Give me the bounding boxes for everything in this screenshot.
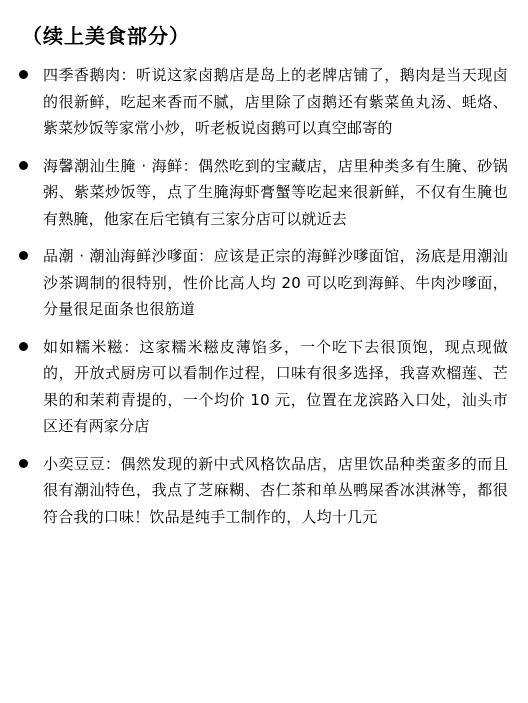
- list-item-text: 四季香鹅肉：听说这家卤鹅店是岛上的老牌店铺了，鹅肉是当天现卤的很新鲜，吃起来香而不腻，店里除了卤鹅还有紫菜鱼丸汤、蚝烙、紫菜炒饭等家常小炒，听老板说卤鹅可以真空邮寄的: [43, 66, 508, 137]
- bullet-icon: [19, 342, 28, 351]
- food-list: [0, 62, 528, 541]
- bullet-icon: [19, 70, 28, 79]
- list-item: [0, 334, 528, 440]
- list-item: [0, 451, 528, 531]
- bullet-icon: [19, 459, 28, 468]
- list-item: [0, 243, 528, 323]
- section-title: （续上美食部分）: [22, 24, 190, 48]
- list-item-text: 如如糯米糍：这家糯米糍皮薄馅多，一个吃下去很顶饱，现点现做的，开放式厨房可以看制作过程，口味有很多选择，我喜欢榴莲、芒果的和茉莉青提的，一个均价 10 元，位置在龙滨路入口处，汕头市区还有两家分店: [43, 337, 508, 435]
- list-item-text: 品潮 · 潮汕海鲜沙嗲面：应该是正宗的海鲜沙嗲面馆，汤底是用潮汕沙茶调制的很特别，性价比高人均 20 可以吃到海鲜、牛肉沙嗲面，分量很足面条也很筋道: [43, 247, 508, 318]
- list-item-text: 海馨潮汕生腌 · 海鲜：偶然吃到的宝藏店，店里种类多有生腌、砂锅粥、紫菜炒饭等，点了生腌海虾膏蟹等吃起来很新鲜，不仅有生腌也有熟腌，他家在后宅镇有三家分店可以就近去: [43, 156, 508, 228]
- list-item: [0, 153, 528, 233]
- list-item: [0, 62, 528, 142]
- bullet-icon: [19, 251, 28, 260]
- bullet-icon: [19, 161, 28, 170]
- list-item-text: 小奕豆豆：偶然发现的新中式风格饮品店，店里饮品种类蛮多的而且很有潮汕特色，我点了芝麻糊、杏仁茶和单丛鸭屎香冰淇淋等，都很符合我的口味！饮品是纯手工制作的，人均十几元: [43, 454, 508, 526]
